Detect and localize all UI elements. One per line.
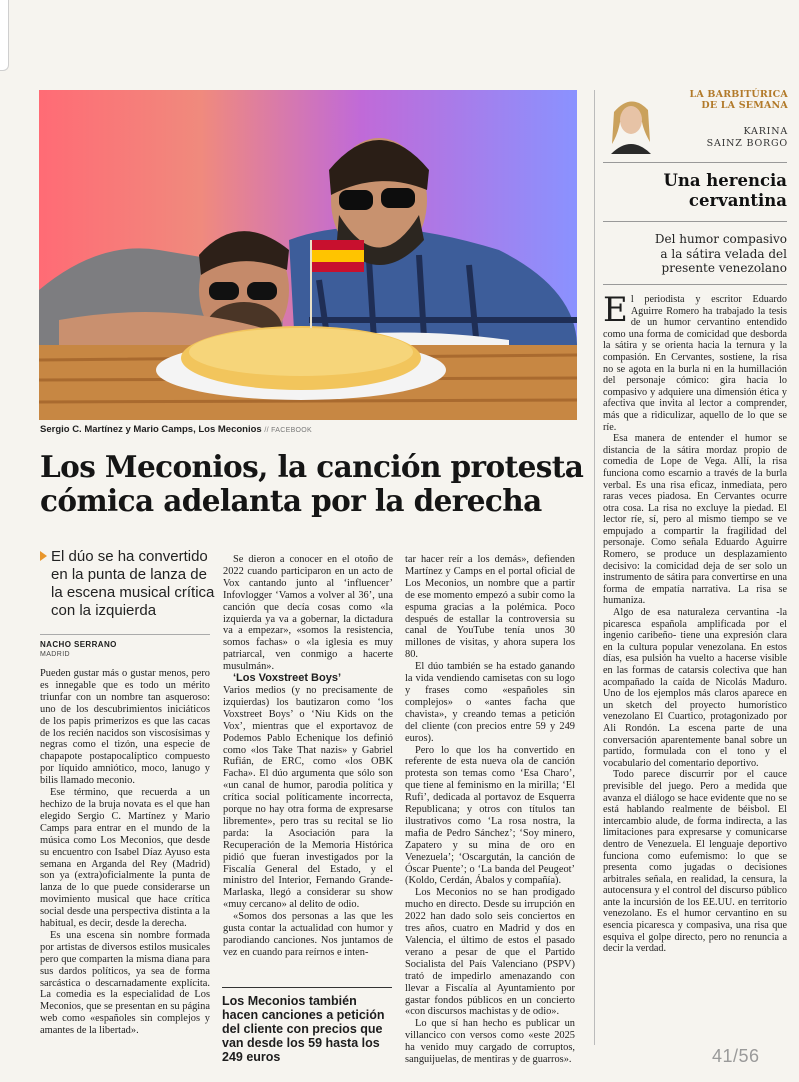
photo-illustration: [39, 90, 577, 420]
dateline-location: MADRID: [40, 651, 71, 658]
paragraph: Todo parece discurrir por el cauce previsible del juego. Pero a medida que avanza el diálogo se hace evidente que no se está hablando realmente de béisbol. El intercambio alude, de forma indirecta, a las limitaciones para expresarse y comunicarse dentro de Venezuela. El lenguaje deportivo funciona como eufemismo: lo que se presenta como jugadas o decisiones arbitrales señala, en realidad, la censura, la autocensura y el control del discurso público ante la incursión de los EE.UU. en territorio venezolano. Es el humor cervantino en su esencia picaresca y compasiva, una risa que esquiva el golpe directo, pero no renuncia a decir la verdad.: [603, 769, 787, 955]
paragraph: Es una escena sin nombre formada por artistas de diversos estilos musicales pero que comparten la misma diana para sus dardos políticos, ya sea de forma sarcástica o descarnadamente explícita. La comedia es la especialidad de Los Meconios, que se presentan en su página web como «españoles sin complejos y amantes de la libertad».: [40, 929, 210, 1037]
opinion-deck-line-2: a la sátira velada del: [660, 246, 787, 261]
paragraph: Esa manera de entender el humor se distancia de la sátira mordaz propio de comedia de Lope de Vega. Allí, la risa funciona como escarnio a través de la burla verbal. Es una risa eficaz, inmediata, pero raras veces piadosa. En Cervantes ocurre otra cosa. La risa no excluye la piedad. El lector ríe, sí, pero al mismo tiempo se ve empujado a compartir la fragilidad del personaje. Como señala Eduardo Aguirre Romero, se produce un desplazamiento decisivo: la comicidad deja de ser solo un instrumento de sátira para convertirse en una forma de empatía narrativa. La risa se humaniza.: [603, 433, 787, 607]
paragraph: Lo que sí han hecho es publicar un villancico con versos como «este 2025 ha venido muy cargado de corruptos, sanguijuelas, de mentiras y de guarros».: [405, 1018, 575, 1066]
paragraph: Algo de esa naturaleza cervantina -la picaresca española amplificada por el ingenio caribeño- tiene una expresión clara en la cultura popular venezolana. En estos días, esa pulsión ha vuelto a hacerse visible en las formas de catarsis colectiva que han acompañado la caída de Nicolás Maduro. Uno de los ejemplos más claros aparece en un sketch del proyecto humorístico venezolano El Cuartico, protagonizado por Ali Rondón. La escena parte de una conversación aparentemente banal sobre un partido, formulada con el tono y el vocabulario del comentario deportivo.: [603, 607, 787, 769]
article-column-1: [40, 668, 210, 1037]
author-last-name: SAINZ BORGO: [706, 138, 788, 149]
first-paragraph-text: l periodista y escritor Eduardo Aguirre Romero ha trabajado la tesis de un humor cervantino entendido como una forma de comicidad que desborda la sátira y se orienta hacia la ternura y la compasión. En Cervantes, sostiene, la risa no se agota en la burla ni en la humillación del personaje cómico: gira hacia lo compasivo y adquiere una dimensión ética y afectiva que invita al lector a comprender, más que a ridiculizar, aquello de lo que se ríe.: [603, 294, 787, 433]
page-corner-fold: [0, 0, 9, 71]
opinion-first-paragraph: [603, 290, 787, 433]
paragraph: El dúo también se ha estado ganando la vida vendiendo camisetas con su logo y frases como «españoles sin complejos» o «antes facha que chavista», y creando temas a petición del cliente (con precios entre 59 y 249 euros).: [405, 661, 575, 744]
byline: NACHO SERRANO: [40, 640, 117, 649]
headline-line-2: cómica adelanta por la derecha: [40, 483, 542, 518]
opinion-title: [603, 171, 787, 211]
opinion-deck-line-3: presente venezolano: [661, 261, 787, 275]
opinion-body: [603, 290, 787, 955]
paragraph: Varios medios (y no precisamente de izquierdas) los bautizaron como ‘los Voxstreet Boys’ o ‘Niu Kids on the Vox’, mientras que el exportavoz de Podemos Pablo Echenique los definió como «los Take That nazis» y Gabriel Rufián, de ERC, como «los OBK Facha». El dúo argumenta que sólo son «un canal de humor, parodia política y crítica social políticamente incorrecta, porque no hay otra forma de expresarse libremente», pero tras su recital se lio parda: la Asociación para la Recuperación de la Memoria Histórica pidió que fueran investigados por la Fiscalía General del Estado, y el ministro del Interior, Fernando Grande-Marlaska, llegó a considerar su show «muy cercano» al delito de odio.: [223, 684, 393, 911]
article-photo: [39, 90, 577, 420]
drop-cap: E: [603, 290, 628, 330]
paragraph: Pueden gustar más o gustar menos, pero es innegable que es todo un mérito triunfar con un nombre tan asqueroso: uno de los descubrimientos iniciáticos de los papis primerizos es que las cacas de los recién nacidos son viscosísimas y negras como el tizón, una especie de chapapote postapocalíptico compuesto por líquido amniótico, moco, lanugo y bilis llamado meconio.: [40, 668, 210, 787]
photo-caption: [40, 424, 312, 435]
paragraph: tar hacer reír a los demás», defienden Martínez y Camps en el portal oficial de Los Meconios, un nombre que a partir de ese momento empezó a subir como la espuma gracias a la polémica. Poco después de estallar la controversia su canal de YouTube tenía unos 30 millones de visitas, y ahora supera los 80.: [405, 554, 575, 661]
section-heading: ‘Los Voxstreet Boys’: [233, 672, 341, 685]
section-label-line-1: LA BARBITÚRICA: [689, 89, 788, 100]
author-first-name: KARINA: [743, 126, 788, 137]
author-portrait-icon: [606, 92, 656, 154]
headline-line-1: Los Meconios, la canción protesta: [40, 449, 584, 484]
opinion-rule-mid: [603, 221, 787, 222]
opinion-title-line-2: cervantina: [688, 191, 787, 210]
opinion-section-label: [650, 89, 788, 111]
opinion-deck: [603, 232, 787, 276]
byline-rule: [40, 634, 210, 635]
triangle-bullet-icon: [40, 551, 47, 561]
pull-quote: Los Meconios también hacen canciones a petición del cliente con precios que van desde los 59 hasta los 249 euros: [222, 987, 392, 1064]
subhead-text: El dúo se ha convertido en la punta de lanza de la escena musical crítica con la izquierda: [51, 548, 215, 619]
column-divider: [594, 90, 595, 1045]
article-column-3: [405, 554, 575, 1066]
photo-credit: // FACEBOOK: [264, 427, 313, 434]
opinion-title-line-1: Una herencia: [663, 171, 787, 190]
caption-text: Sergio C. Martínez y Mario Camps, Los Meconios: [40, 424, 262, 435]
article-column-2: [223, 554, 393, 959]
paragraph: Ese término, que recuerda a un hechizo de la bruja novata es el que han elegido Sergio C. Martínez y Mario Camps para entrar en el mundo de la música como Los Meconios, que desde su encuentro con Isabel Díaz Ayuso esta semana en Arganda del Rey (Madrid) son ya (extra)oficialmente la punta de lanza de lo que puede considerarse un movimiento musical que hace crítica social desde una perspectiva distinta a la habitual, es decir, desde la derecha.: [40, 787, 210, 930]
section-label-line-2: DE LA SEMANA: [701, 100, 788, 111]
paragraph: Pero lo que los ha convertido en referente de esta nueva ola de canción protesta son temas como ‘Esa Charo’, que tiene al feminismo en la mirilla; ‘El Rufi’, dedicada al portavoz de Esquerra Republicana; y otros con títulos tan ilustrativos como ‘La rosa nostra, la mafia de Pedro Sánchez’; ‘Soy minero, Zapatero y su mina de oro en Venezuela’; ‘Oscargután, la canción de Óscar Puente’; o ‘La banda del Peugeot’ (Koldo, Cerdán, Ábalos y compañía).: [405, 744, 575, 887]
page-number: 41/56: [712, 1046, 760, 1066]
paragraph: Los Meconios no se han prodigado mucho en directo. Desde su irrupción en 2022 han dado solo seis conciertos en tres años, cuatro en Madrid y dos en Valencia, el último de estos el pasado verano a pesar de que el Partido Socialista del País Valenciano (PSPV) trató de impedirlo amenazando con llevar a Fiscalía al Ayuntamiento por gastar fondos públicos en un concierto «con discursos machistas y de odio».: [405, 887, 575, 1018]
article-subhead: [40, 548, 220, 620]
opinion-deck-line-1: Del humor compasivo: [654, 232, 787, 246]
opinion-rule-top: [603, 162, 787, 163]
paragraph: «Somos dos personas a las que les gusta contar la actualidad con humor y parodiando canciones. Nos juntamos de vez en cuando para reírnos e inten-: [223, 911, 393, 958]
opinion-rule-bottom: [603, 284, 787, 285]
paragraph: Se dieron a conocer en el otoño de 2022 cuando participaron en un acto de Vox cantando junto al ‘influencer’ Infovlogger ‘Vamos a volver al 36’, una canción que decía cosas como «la izquierda ya va a gobernar, la dictadura va a empezar», «somos la resistencia, somos fachas» o «la iglesia es muy patriarcal, ven conmigo a hacerte musulmán».: [223, 554, 393, 673]
article-headline: [40, 449, 584, 518]
opinion-author: [650, 126, 788, 150]
